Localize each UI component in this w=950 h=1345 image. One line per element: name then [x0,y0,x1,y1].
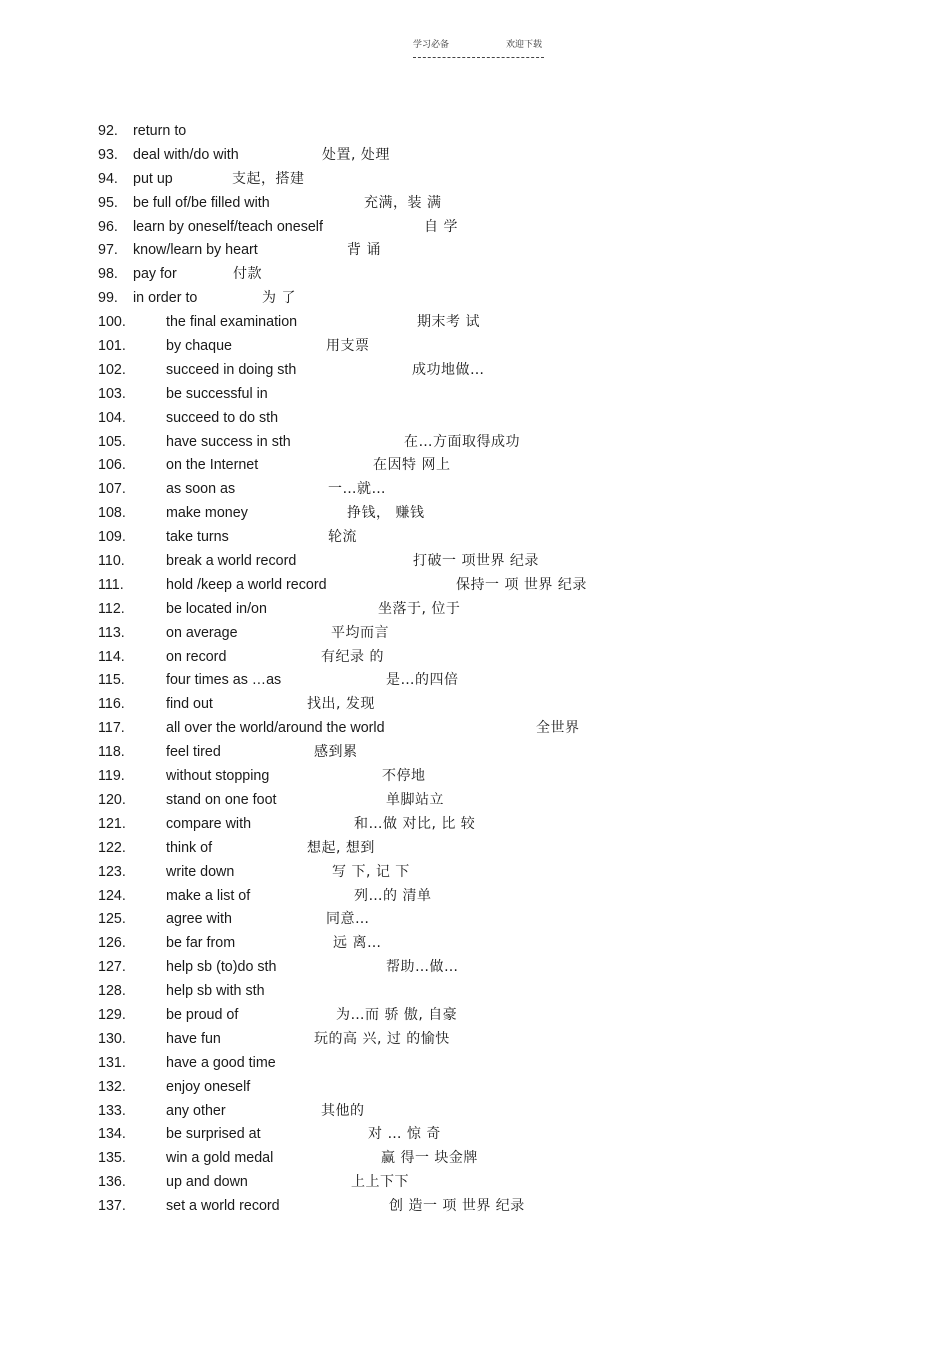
item-chinese: 挣钱， 赚钱 [347,505,425,522]
item-english: deal with/do with [133,146,239,163]
list-item [98,1100,858,1124]
list-item [98,813,858,837]
list-item [98,359,858,383]
item-english: win a gold medal [166,1150,274,1167]
item-number: 122. [98,839,126,856]
list-item [98,526,858,550]
item-chinese: 是…的四倍 [386,672,459,689]
item-english: four times as …as [166,672,282,689]
item-chinese: 自 学 [424,218,458,235]
item-number: 102. [98,361,126,378]
item-english: by chaque [166,338,232,355]
item-number: 124. [98,887,126,904]
item-english: put up [133,170,173,187]
item-english: hold /keep a world record [166,576,327,593]
item-english: the final examination [166,314,298,331]
item-number: 111. [98,576,124,593]
item-chinese: 平均而言 [331,624,389,641]
item-number: 97. [98,242,118,259]
list-item [98,861,858,885]
item-english: break a world record [166,553,297,570]
item-chinese: 玩的高 兴, 过 的愉快 [314,1030,450,1047]
item-english: take turns [166,529,229,546]
list-item [98,383,858,407]
item-number: 115. [98,672,125,689]
list-item [98,239,858,263]
item-chinese: 不停地 [382,768,426,785]
item-number: 123. [98,863,126,880]
item-number: 93. [98,146,118,163]
item-chinese: 创 造一 项 世界 纪录 [389,1198,525,1215]
item-chinese: 背 诵 [347,242,381,259]
item-number: 110. [98,553,125,570]
item-english: stand on one foot [166,791,277,808]
list-item [98,789,858,813]
item-english: succeed in doing sth [166,361,297,378]
item-number: 107. [98,481,126,498]
item-english: up and down [166,1174,248,1191]
item-chinese: 和…做 对比, 比 较 [354,815,476,832]
item-english: have success in sth [166,433,291,450]
item-number: 125. [98,911,126,928]
item-chinese: 在…方面取得成功 [404,433,520,450]
item-chinese: 成功地做… [412,361,485,378]
item-number: 113. [98,624,125,641]
item-number: 116. [98,696,125,713]
item-chinese: 全世界 [536,720,580,737]
item-english: help sb (to)do sth [166,959,277,976]
item-number: 94. [98,170,118,187]
item-english: think of [166,839,213,856]
item-number: 109. [98,529,126,546]
list-item [98,263,858,287]
list-item [98,192,858,216]
item-number: 130. [98,1030,126,1047]
item-chinese: 单脚站立 [386,791,444,808]
item-english: make money [166,505,248,522]
item-number: 119. [98,768,125,785]
list-item [98,622,858,646]
list-item [98,1076,858,1100]
item-number: 108. [98,505,126,522]
list-item [98,168,858,192]
item-number: 100. [98,314,126,331]
item-english: as soon as [166,481,236,498]
list-item [98,1028,858,1052]
item-number: 131. [98,1054,126,1071]
item-chinese: 打破一 项世界 纪录 [413,553,539,570]
item-chinese: 列…的 清单 [354,887,432,904]
list-item [98,885,858,909]
list-item [98,1052,858,1076]
list-item [98,144,858,168]
item-number: 134. [98,1126,126,1143]
item-english: be proud of [166,1006,239,1023]
item-chinese: 有纪录 的 [321,648,384,665]
item-chinese: 帮助…做… [386,959,459,976]
item-english: learn by oneself/teach oneself [133,218,323,235]
item-chinese: 同意… [326,911,370,928]
item-chinese: 上上下下 [351,1174,409,1191]
item-number: 137. [98,1198,126,1215]
phrase-list [98,120,858,1219]
item-chinese: 坐落于, 位于 [378,600,461,617]
item-number: 120. [98,791,126,808]
list-item [98,335,858,359]
item-number: 129. [98,1006,126,1023]
item-number: 104. [98,409,126,426]
item-chinese: 找出, 发现 [307,696,375,713]
page-header [413,39,544,58]
list-item [98,646,858,670]
item-chinese: 充满，装 满 [364,194,442,211]
item-chinese: 付款 [233,266,262,283]
item-number: 105. [98,433,126,450]
list-item [98,454,858,478]
item-english: return to [133,123,187,139]
item-english: compare with [166,815,252,832]
item-number: 103. [98,385,126,402]
item-english: all over the world/around the world [166,720,385,737]
item-english: any other [166,1102,226,1119]
list-item [98,1123,858,1147]
item-english: enjoy oneself [166,1078,251,1095]
item-number: 127. [98,959,126,976]
item-chinese: 赢 得一 块金牌 [381,1150,478,1167]
item-number: 135. [98,1150,126,1167]
item-number: 128. [98,983,126,1000]
item-number: 106. [98,457,126,474]
item-english: in order to [133,290,198,307]
list-item [98,550,858,574]
item-chinese: 处置, 处理 [322,146,390,163]
item-chinese: 在因特 网上 [373,457,451,474]
list-item [98,908,858,932]
list-item [98,574,858,598]
item-number: 126. [98,935,126,952]
item-number: 98. [98,266,118,283]
item-chinese: 写 下, 记 下 [332,863,410,880]
item-chinese: 为 了 [262,290,296,307]
list-item [98,1147,858,1171]
list-item [98,669,858,693]
item-english: be surprised at [166,1126,261,1143]
item-english: succeed to do sth [166,409,279,426]
item-english: be successful in [166,385,268,402]
item-english: set a world record [166,1198,280,1215]
list-item [98,980,858,1004]
list-item [98,120,858,144]
item-chinese: 保持一 项 世界 纪录 [456,576,587,593]
item-number: 133. [98,1102,126,1119]
item-number: 99. [98,290,118,307]
item-chinese: 一…就… [328,481,386,498]
item-chinese: 其他的 [321,1102,365,1119]
item-number: 136. [98,1174,126,1191]
item-english: have fun [166,1030,221,1047]
list-item [98,741,858,765]
item-number: 101. [98,338,126,355]
list-item [98,837,858,861]
list-item [98,932,858,956]
list-item [98,502,858,526]
list-item [98,1195,858,1219]
list-item [98,765,858,789]
item-english: be full of/be filled with [133,194,270,211]
item-chinese: 想起, 想到 [307,839,375,856]
item-english: on the Internet [166,457,259,474]
item-english: be far from [166,935,236,952]
item-english: know/learn by heart [133,242,258,259]
item-english: write down [166,863,235,880]
header-right-text: 欢迎下载 [505,40,542,50]
item-english: on record [166,648,227,665]
item-english: without stopping [166,768,270,785]
item-number: 117. [98,720,125,737]
item-english: on average [166,624,238,641]
item-chinese: 对 … 惊 奇 [368,1126,441,1143]
list-item [98,431,858,455]
item-english: agree with [166,911,232,928]
list-item [98,311,858,335]
item-number: 92. [98,123,118,139]
item-english: be located in/on [166,600,267,617]
item-english: pay for [133,266,177,283]
item-number: 96. [98,218,118,235]
item-chinese: 期末考 试 [417,314,480,331]
list-item [98,407,858,431]
list-item [98,598,858,622]
item-number: 121. [98,815,126,832]
item-english: make a list of [166,887,251,904]
item-english: help sb with sth [166,983,265,1000]
list-item [98,1171,858,1195]
item-chinese: 支起，搭建 [232,170,305,187]
list-item [98,287,858,311]
item-chinese: 用支票 [326,338,370,355]
list-item [98,956,858,980]
list-item [98,216,858,240]
item-chinese: 轮流 [328,529,357,546]
item-number: 118. [98,744,125,761]
list-item [98,717,858,741]
item-chinese: 远 离… [333,935,382,952]
item-number: 132. [98,1078,126,1095]
header-left-text: 学习必备 [413,40,450,50]
item-english: have a good time [166,1054,276,1071]
list-item [98,693,858,717]
item-chinese: 感到累 [314,744,358,761]
item-english: feel tired [166,744,221,761]
item-english: find out [166,696,213,713]
item-number: 112. [98,600,125,617]
item-chinese: 为…而 骄 傲, 自豪 [336,1006,458,1023]
item-number: 95. [98,194,118,211]
list-item [98,1004,858,1028]
item-number: 114. [98,648,125,665]
list-item [98,478,858,502]
